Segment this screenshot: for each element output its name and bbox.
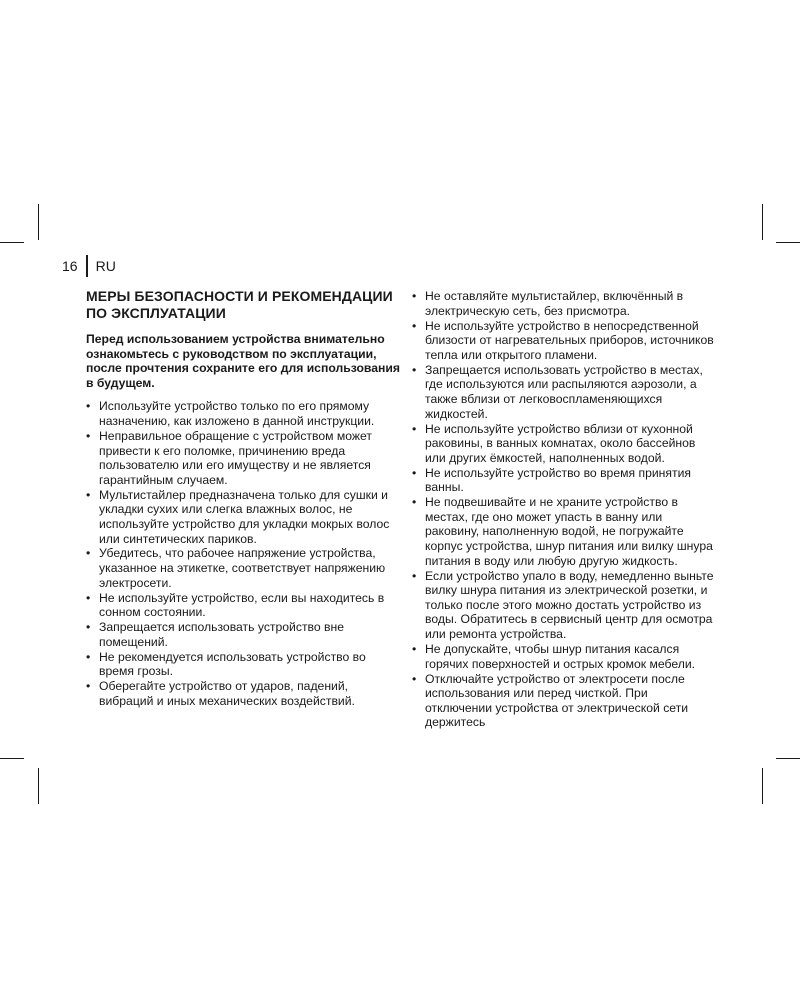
list-item: • Отключайте устройство от электросети после использования или перед чисткой. При отключении устройства от электрической сети держитесь bbox=[412, 672, 718, 730]
list-item: • Оберегайте устройство от ударов, падений, вибраций и иных механических воздействий. bbox=[86, 679, 404, 708]
list-item: • Мультистайлер предназначена только для сушки и укладки сухих или слегка влажных волос, не используйте устройство для укладки мокрых волос или синтетических париков. bbox=[86, 488, 404, 546]
list-item: • Не используйте устройство, если вы находитесь в сонном состоянии. bbox=[86, 591, 404, 620]
language-code: RU bbox=[95, 258, 116, 274]
list-item: • Не используйте устройство вблизи от кухонной раковины, в ванных комнатах, около бассейнов или других ёмкостей, наполненных водой. bbox=[412, 422, 718, 466]
safety-list-right bbox=[412, 289, 718, 730]
safety-list-left bbox=[86, 399, 404, 708]
list-item: • Не рекомендуется использовать устройство во время грозы. bbox=[86, 650, 404, 679]
crop-mark bbox=[38, 204, 39, 240]
crop-mark bbox=[776, 242, 800, 243]
crop-mark bbox=[38, 768, 39, 804]
list-item: • Не допускайте, чтобы шнур питания касался горячих поверхностей и острых кромок мебели. bbox=[412, 642, 718, 671]
crop-mark bbox=[0, 758, 24, 759]
list-item: • Запрещается использовать устройство вне помещений. bbox=[86, 620, 404, 649]
left-column bbox=[86, 288, 404, 709]
section-title: МЕРЫ БЕЗОПАСНОСТИ И РЕКОМЕНДАЦИИ ПО ЭКСПЛУАТАЦИИ bbox=[86, 288, 393, 321]
list-item: • Неправильное обращение с устройством может привести к его поломке, причинению вреда пользователю или его имуществу и не является гарантийным случаем. bbox=[86, 429, 404, 487]
crop-mark bbox=[762, 204, 763, 240]
section-intro: Перед использованием устройства внимательно ознакомьтесь с руководством по эксплуатации, после прочтения сохраните его для использования в будущем. bbox=[86, 332, 400, 390]
page-number: 16 bbox=[62, 258, 78, 274]
right-column bbox=[412, 289, 718, 730]
crop-mark bbox=[776, 758, 800, 759]
crop-mark bbox=[762, 768, 763, 804]
list-item: • Не подвешивайте и не храните устройство в местах, где оно может упасть в ванну или раковину, наполненную водой, не погружайте корпус устройства, шнур питания или вилку шнура питания в воду или любую другую жидкость. bbox=[412, 495, 718, 568]
list-item: • Если устройство упало в воду, немедленно выньте вилку шнура питания из электрической розетки, и только после этого можно достать устройство из воды. Обратитесь в сервисный центр для осмотра или ремонта устройства. bbox=[412, 569, 718, 642]
list-item: • Запрещается использовать устройство в местах, где используются или распыляются аэрозоли, а также вблизи от легковоспламеняющихся жидкостей. bbox=[412, 363, 718, 421]
crop-mark bbox=[0, 242, 24, 243]
page-header bbox=[62, 254, 116, 278]
list-item: • Не оставляйте мультистайлер, включённый в электрическую сеть, без присмотра. bbox=[412, 289, 718, 318]
list-item: • Используйте устройство только по его прямому назначению, как изложено в данной инструкции. bbox=[86, 399, 404, 428]
list-item: • Не используйте устройство во время принятия ванны. bbox=[412, 466, 718, 495]
header-divider bbox=[86, 255, 88, 277]
list-item: • Не используйте устройство в непосредственной близости от нагревательных приборов, источников тепла или открытого пламени. bbox=[412, 319, 718, 363]
list-item: • Убедитесь, что рабочее напряжение устройства, указанное на этикетке, соответствует напряжению электросети. bbox=[86, 546, 404, 590]
